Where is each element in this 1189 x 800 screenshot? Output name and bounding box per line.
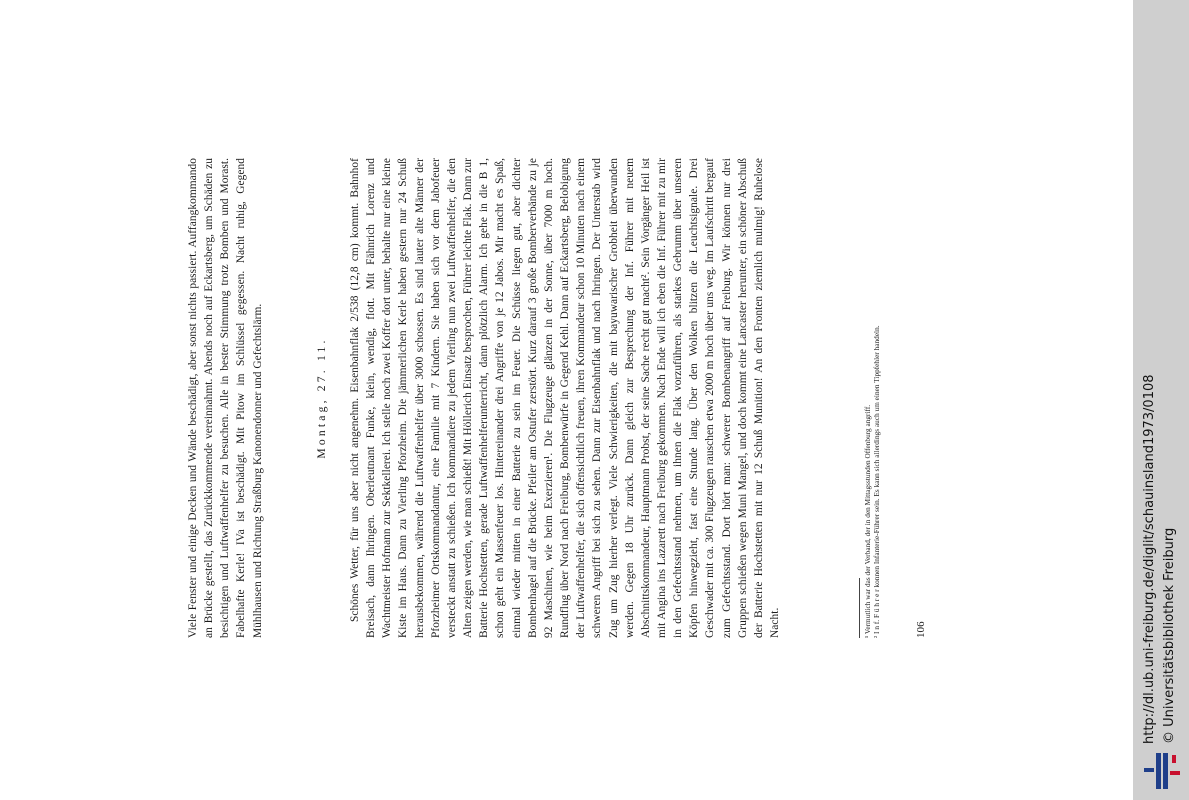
library-logo-icon (1142, 751, 1182, 791)
footnote-2: ² I n f. F ü h r e r konnen Infanterie-Führer sein. Es kann sich allerdings auch um einen Tippfehler handeln. (873, 325, 882, 638)
rotated-text-block (167, 158, 927, 638)
strip-text (1136, 4, 1180, 744)
main-paragraph: Schönes Wetter, für uns aber nicht angenehm. Eisenbahnflak 2/538 (12,8 cm) kommt. Bahnhof Breisach, dann Ihringen. Oberleutnant Funke, klein, wendig, flott. Mit Fähnrich Lorenz und Wachtmeister Hofmann zur Sektkellerei. Ich stelle noch zwei Koffer dort unter, behalte nur eine kleine Kiste im Haus. Dann zu Vierling Pforzheim. Die jämmerlichen Kerle haben gestern nur 24 Schuß herausbekommen, während die Luftwaffenhelfer über 3000 schossen. Es sind lauter alte Männer der Pforzheimer Ortskommandantur, eine Familie mit 7 Kindern. Sie haben sich vor dem Jabofeuer versteckt anstatt zu schießen. Ich kommandiere zu jedem Vierling nun zwei Luftwaffenhelfer, die den Alten zeigen werden, wie man schießt! Mit Höllerich Einsatz besprochen, Führer leichte Flak. Dann zur Batterie Hochstetten, gerade Luftwaffenhelferunterricht, dann plötzlich Alarm. Ich gehe in die B 1, schon geht ein Massenfeuer los. Hintereinander drei Angriffe von je 12 Jabos. Mir macht es Spaß, einmal wieder mitten in einer Batterie zu sein im Feuer. Die Schüsse liegen gut, aber dichter Bombenhagel auf die Brücke. Pfeiler am Ostufer zerstört. Kurz darauf 3 große Bomberverbände zu je 92 Maschinen, wie beim Exerzieren¹. Die Flugzeuge glänzen in der Sonne, über 7000 m hoch. Rundflug über Nord nach Freiburg, Bombenwürfe in Gegend Kehl. Dann auf Eckartsberg, Belobigung der Luftwaffenhelfer, die sich offensichtlich freuen, ihren Kommandeur schon 10 Minuten nach einem schweren Angriff bei sich zu sehen. Dann zur Eisenbahnflak und nach Ihringen. Der Unterstab wird Zug um Zug hierher verlegt. Viele Schwierigkeiten, die mit bayuwarischer Grobheit überwunden werden. Gegen 18 Uhr zurück. Dann gleich zur Besprechung der Inf. Führer mit neuem Abschnittskommandeur, Hauptmann Probst, der seine Sache recht gut macht². Sein Vorgänger Heil ist mit Angina ins Lazarett nach Freiburg gekommen. Nach Ende will ich eben die Inf. Führer mit zu mir in den Gefechtsstand nehmen, um ihnen die Flak vorzuführen, als starkes Gebrumm über unseren Köpfen hinwegzieht, fast eine Stunde lang. Über den Wolken blitzen die Leuchtsignale. Drei Geschwader mit ca. 300 Flugzeugen rauschen etwa 2000 m hoch über uns weg. Im Laufschritt bergauf zum Gefechtsstand. Dort hört man: schwerer Bombenangriff auf Freiburg. Wir können nur drei Gruppen schießen wegen Muni Mangel, und doch kommt eine Lancaster herunter, ein schöner Abschuß der Batterie Hochstetten mit nur 12 Schuß Munition! An den Fronten ziemlich mulmig! Ruhelose Nacht. (349, 158, 782, 638)
footnote-1: ¹ Vermutlich war das der Verband, der in den Mittagsstunden Offenburg angriff. (864, 404, 872, 638)
footnote-divider (859, 578, 860, 638)
intro-paragraph: Viele Fenster und einige Decken und Wände beschädigt, aber sonst nichts passiert. Auffangkommando an Brücke gestellt, das Zurückkommende vereinnahmt. Abends noch auf Eckartsberg, um Schäden zu besichtigen und Luftwaffenhelfer zu besuchen. Alle in bester Stimmung trotz Bomben und Morast. Fabelhafte Kerle! IVa ist beschädigt. Mit Pitow im Schlüssel gegessen. Nacht ruhig, Gegend Mühlhausen und Richtung Straßburg Kanonendonner und Gefechtslärm. (187, 158, 264, 638)
footnotes (864, 158, 882, 638)
copyright-notice: © Universitätsbibliothek Freiburg (1162, 527, 1177, 744)
source-url-link[interactable]: http://dl.ub.uni-freiburg.de/diglit/schauinsland1973/0108 (1142, 374, 1157, 744)
page-number: 106 (915, 621, 927, 638)
section-heading: Montag, 27. 11. (315, 337, 328, 459)
